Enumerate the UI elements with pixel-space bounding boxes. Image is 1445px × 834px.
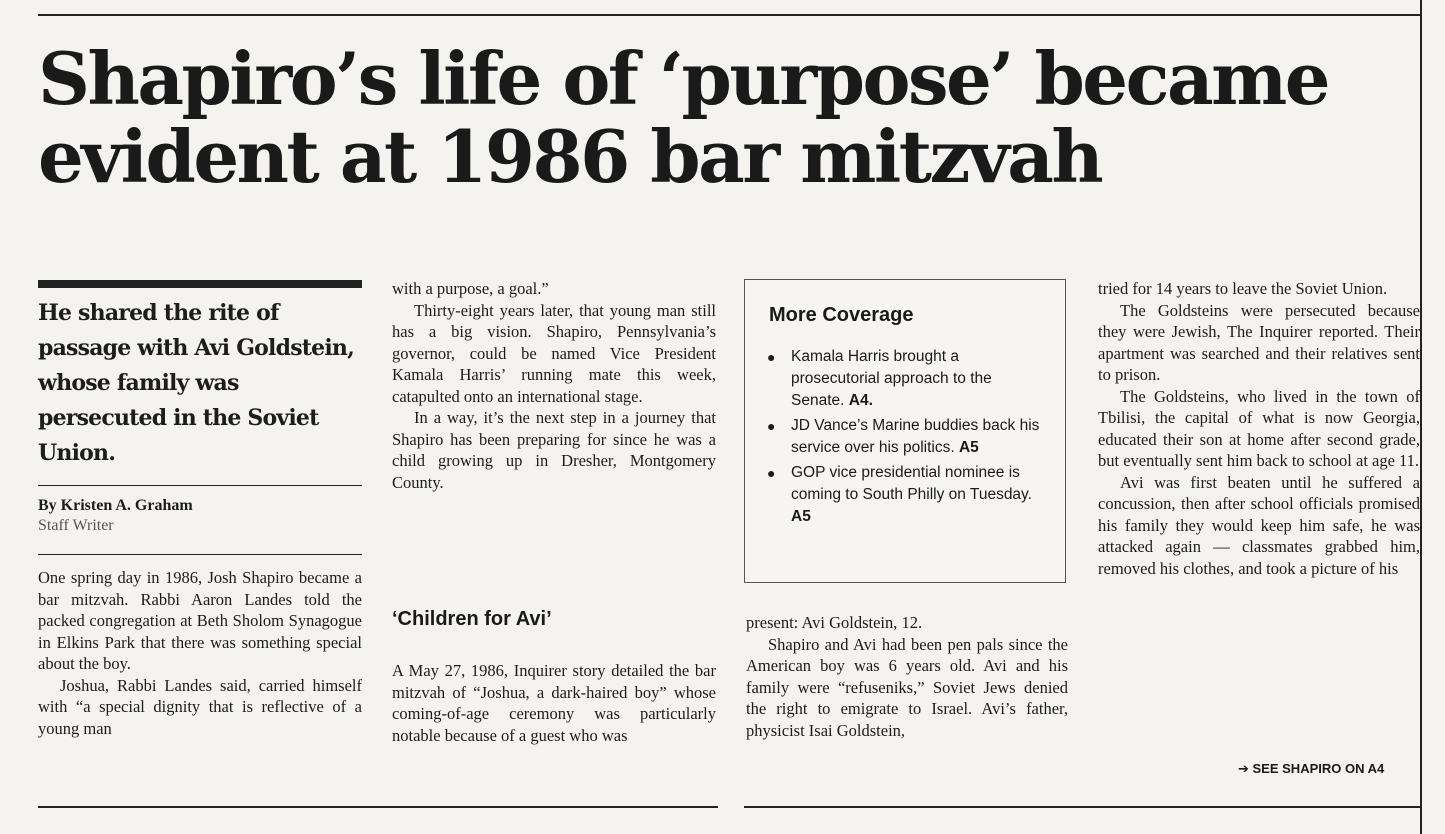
- column-3: [746, 612, 1068, 741]
- headline-line-2: evident at 1986 bar mitzvah: [38, 114, 1102, 199]
- more-coverage-item-ref: A5: [958, 439, 979, 456]
- paragraph: Joshua, Rabbi Landes said, carried himself with “a special dignity that is reflective of a young man: [38, 675, 362, 738]
- more-coverage-box: [744, 279, 1066, 583]
- more-coverage-item[interactable]: [767, 346, 1049, 412]
- byline-bottom-rule: [38, 554, 362, 555]
- paragraph: Avi was first beaten until he suffered a concussion, then after school officials promised his family they would keep him safe, he was attacked again — classmates grabbed him, removed his clothes, and took a picture of his: [1098, 472, 1420, 578]
- column-1: [38, 567, 362, 739]
- byline-title: Staff Writer: [38, 517, 114, 534]
- bottom-rule-right: [744, 806, 1420, 808]
- subhead-children-for-avi: ‘Children for Avi’: [392, 608, 552, 630]
- paragraph: with a purpose, a goal.”: [392, 279, 549, 298]
- more-coverage-list: [767, 346, 1049, 531]
- right-edge-rule: [1420, 0, 1422, 834]
- paragraph: tried for 14 years to leave the Soviet Union.: [1098, 279, 1388, 298]
- more-coverage-item[interactable]: [767, 415, 1049, 459]
- deck: He shared the rite of passage with Avi Goldstein, whose family was persecuted in the Soviet Union.: [38, 300, 354, 466]
- more-coverage-item-ref: A5: [791, 508, 811, 525]
- paragraph: A May 27, 1986, Inquirer story detailed the bar mitzvah of “Joshua, a dark-haired boy” whose coming-of-age ceremony was particularly notable because of a guest who was: [392, 661, 716, 745]
- deck-bottom-rule: [38, 485, 362, 486]
- more-coverage-item-text: JD Vance’s Marine buddies back his service over his politics.: [791, 417, 1040, 456]
- more-coverage-item[interactable]: [767, 462, 1049, 528]
- more-coverage-item-text: GOP vice presidential nominee is coming to South Philly on Tuesday.: [791, 464, 1032, 503]
- headline: [38, 36, 1418, 199]
- deck-top-rule: [38, 280, 362, 288]
- paragraph: The Goldsteins were persecuted because they were Jewish, The Inquirer reported. Their apartment was searched and their relatives sent to prison.: [1098, 300, 1420, 384]
- byline: [38, 496, 193, 536]
- column-2: [392, 278, 716, 493]
- top-rule: [38, 14, 1420, 16]
- bullet-icon: ●: [767, 349, 776, 365]
- byline-name: By Kristen A. Graham: [38, 497, 193, 514]
- more-coverage-item-ref: A4.: [848, 392, 873, 409]
- paragraph: One spring day in 1986, Josh Shapiro became a bar mitzvah. Rabbi Aaron Landes told the packed congregation at Beth Sholom Synagogue in Elkins Park that there was something special about the boy.: [38, 568, 362, 673]
- bottom-rule-left: [38, 806, 718, 808]
- more-coverage-title: More Coverage: [769, 304, 914, 326]
- headline-line-1: Shapiro’s life of ‘purpose’ became: [38, 36, 1329, 121]
- jump-line-link[interactable]: ➔ SEE SHAPIRO ON A4: [1238, 761, 1385, 776]
- column-2-continued: [392, 660, 716, 746]
- bullet-icon: ●: [767, 418, 776, 434]
- column-4: [1098, 278, 1420, 579]
- paragraph: Shapiro and Avi had been pen pals since the American boy was 6 years old. Avi and his family were “refuseniks,” Soviet Jews denied the right to emigrate to Israel. Avi’s father, physicist Isai Goldstein,: [746, 634, 1068, 740]
- paragraph: Thirty-eight years later, that young man still has a big vision. Shapiro, Pennsylvania’s governor, could be named Vice President Kamala Harris’ running mate this week, catapulted onto an international stage.: [392, 300, 716, 406]
- paragraph: present: Avi Goldstein, 12.: [746, 613, 923, 632]
- more-coverage-item-text: Kamala Harris brought a prosecutorial approach to the Senate.: [791, 348, 992, 409]
- paragraph: In a way, it’s the next step in a journey that Shapiro has been preparing for since he was a child growing up in Dresher, Montgomery County.: [392, 408, 716, 492]
- paragraph: The Goldsteins, who lived in the town of Tbilisi, the capital of what is now Georgia, educated their son at home after second grade, but eventually sent him back to school at age 11.: [1098, 386, 1420, 470]
- bullet-icon: ●: [767, 465, 776, 481]
